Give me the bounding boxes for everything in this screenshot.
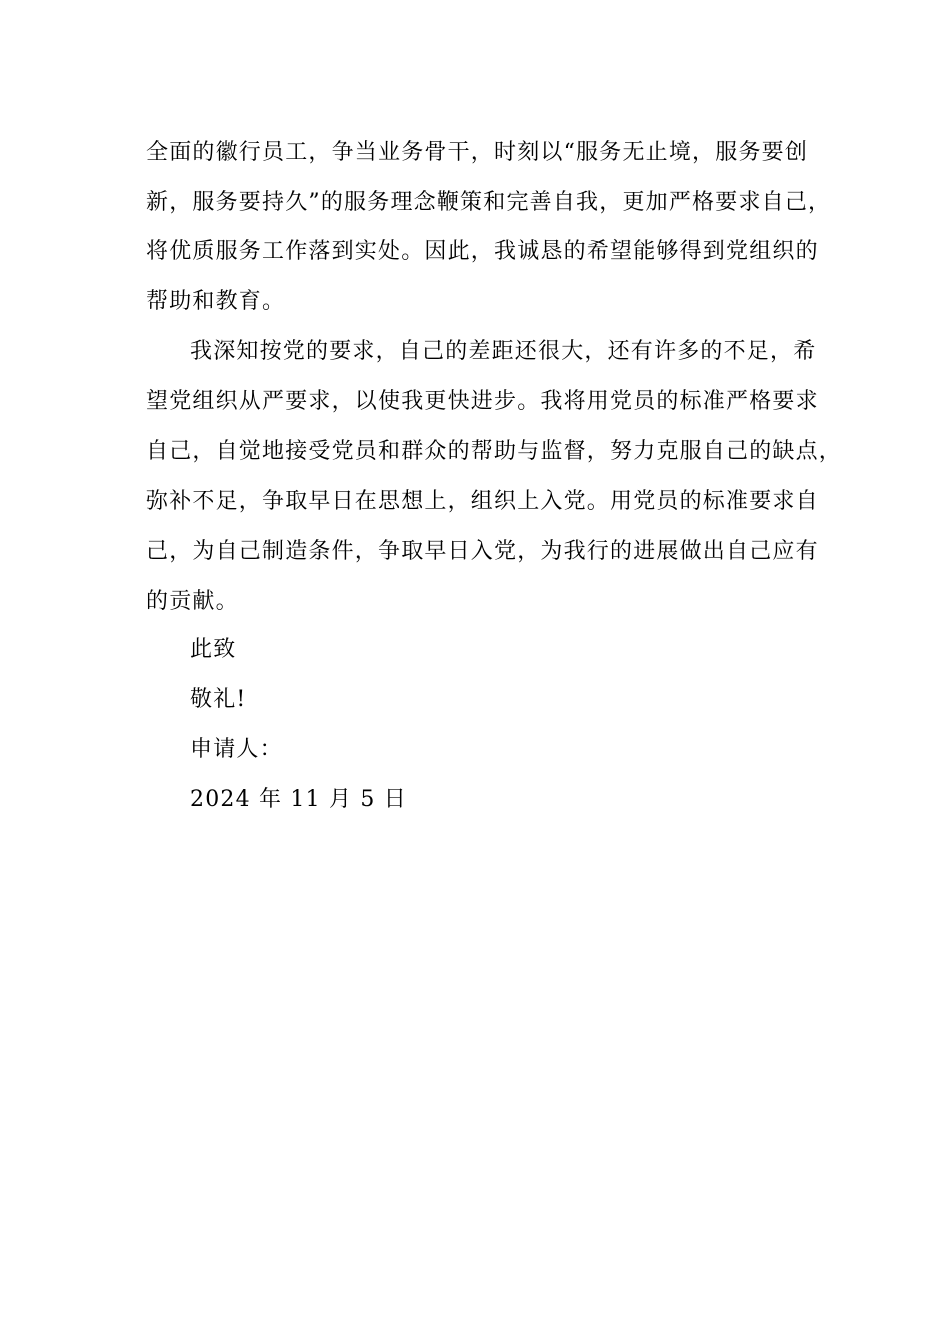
paragraph-2-line-3: 自己，自觉地接受党员和群众的帮助与监督，努力克服自己的缺点， [146, 439, 843, 464]
closing-text: 此致 [190, 637, 237, 662]
paragraph-1-line-3: 将优质服务工作落到实处。因此，我诚恳的希望能够得到党组织的 [146, 239, 819, 264]
paragraph-2-line-1: 我深知按党的要求，自己的差距还很大，还有许多的不足，希 [190, 339, 817, 364]
paragraph-2-line-5: 己，为自己制造条件，争取早日入党，为我行的进展做出自己应有 [146, 539, 819, 564]
signature-date: 2024 年 11 月 5 日 [190, 787, 407, 812]
paragraph-1-line-1: 全面的徽行员工，争当业务骨干，时刻以“服务无止境，服务要创 [146, 140, 809, 165]
paragraph-2-line-4: 弥补不足，争取早日在思想上，组织上入党。用党员的标准要求自 [146, 489, 819, 514]
paragraph-2-line-6: 的贡献。 [146, 589, 239, 614]
paragraph-1-line-4: 帮助和教育。 [146, 289, 286, 314]
applicant-label: 申请人： [190, 737, 283, 762]
paragraph-1-line-2: 新，服务要持久”的服务理念鞭策和完善自我，更加严格要求自己， [146, 190, 832, 215]
paragraph-2-line-2: 望党组织从严要求，以使我更快进步。我将用党员的标准严格要求 [146, 389, 819, 414]
salute-text: 敬礼! [190, 687, 247, 712]
